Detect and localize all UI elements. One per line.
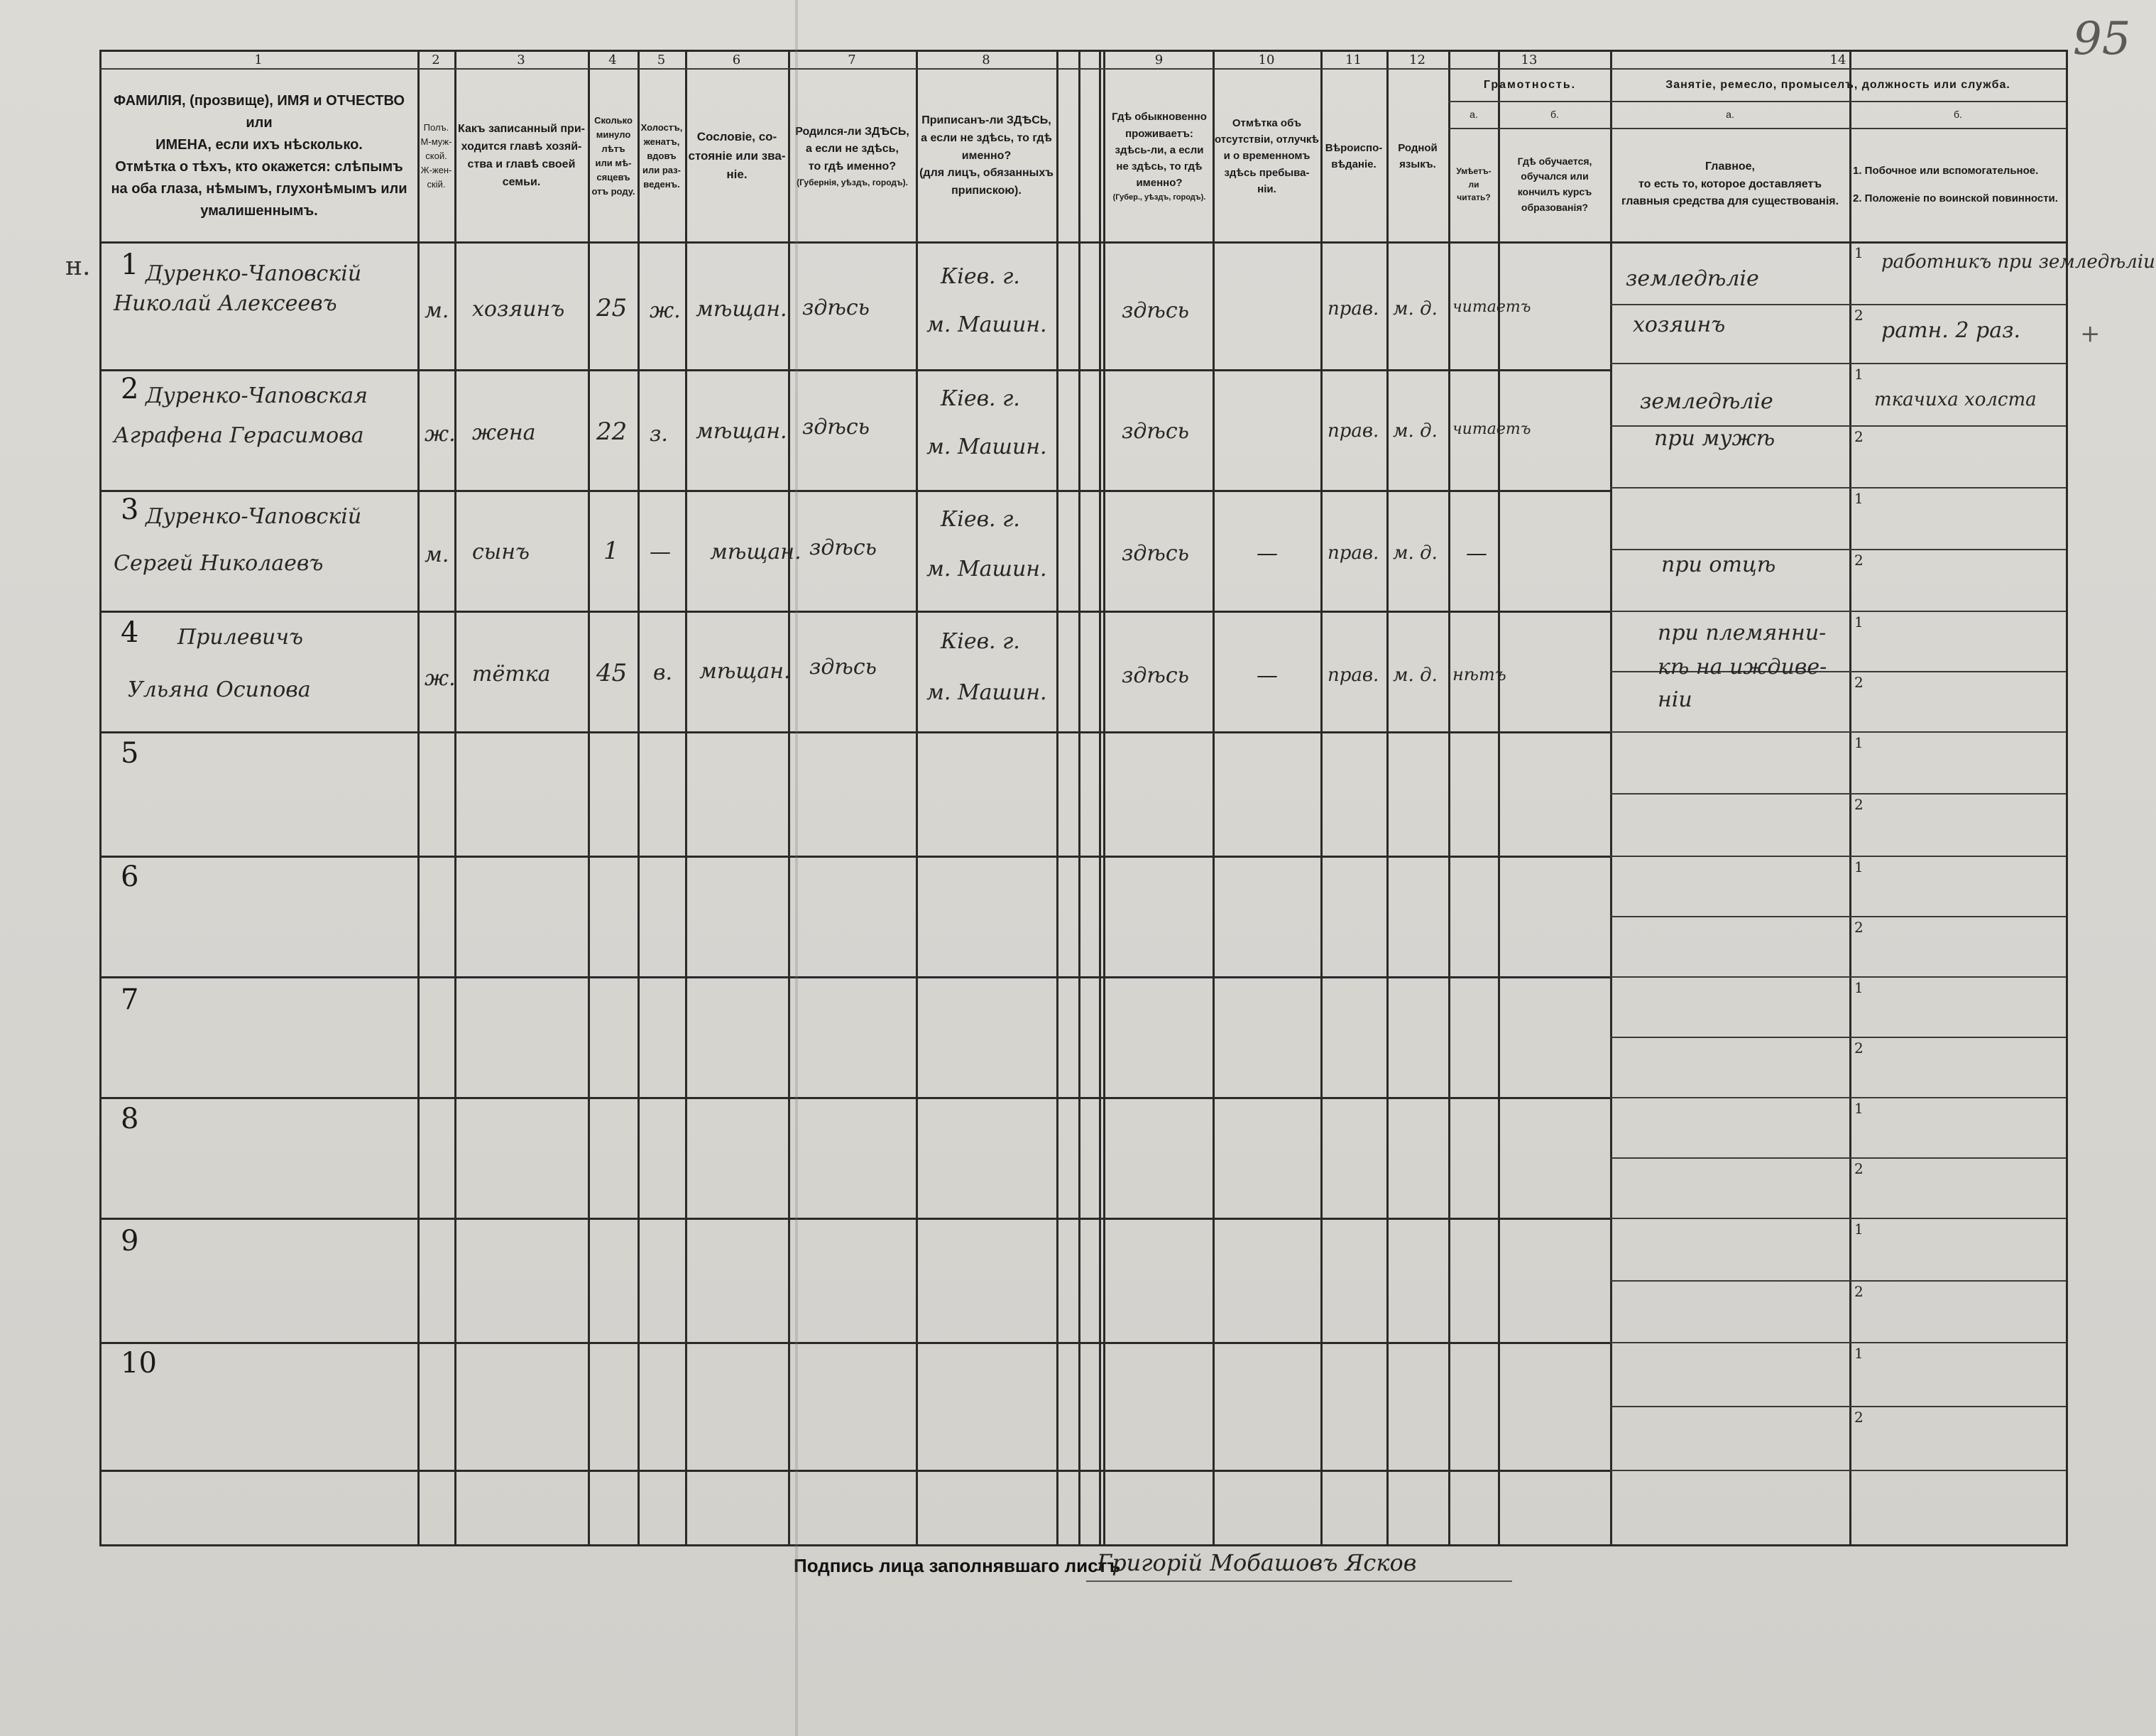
sub-label-2: 2 [1854,1039,1864,1057]
colnum-1: 1 [254,53,263,67]
row-1-age: 25 [596,294,628,322]
grid-sub-line [1610,1470,2066,1471]
row-1-military: ратн. 2 раз. [1881,318,2020,343]
header-col-13: Грамотность. [1483,78,1577,91]
grid-sub-line [1610,1037,2066,1038]
row-2-relation: жена [472,420,536,445]
grid-vline [1448,50,1450,1546]
grid-row-line [99,1470,1611,1472]
grid-row-line [99,856,1611,858]
row-1-marital: ж. [650,298,681,323]
header-col-14b: 1. Побочное или вспомогательное. 2. Положеніе по воинской повинности. [1853,165,2058,204]
row-1-language: м. д. [1393,298,1438,320]
sub-label-2: 2 [1854,796,1864,813]
grid-vline [1320,50,1323,1546]
row-3-religion: прав. [1328,542,1379,564]
header-col-13a-label: а. [1470,108,1478,120]
colnum-3: 3 [517,53,525,67]
colnum-11: 11 [1345,53,1362,67]
row-3-age: 1 [603,537,619,565]
row-3-estate: мѣщан. [710,540,801,564]
colnum-5: 5 [657,53,666,67]
grid-vline [685,50,687,1546]
row-1-registered-2: м. Машин. [926,312,1047,337]
colnum-12: 12 [1409,53,1426,67]
row-4-sex: ж. [425,666,456,691]
header-col-13a: Умѣетъ- ли читать? [1456,166,1492,203]
grid-sub-line [1610,1406,2066,1407]
grid-row-line [99,369,1611,371]
row-number: 7 [121,983,139,1016]
grid-header-bottom [99,241,2066,244]
grid-row-line [99,490,1611,492]
row-2-sex: ж. [425,422,456,447]
header-col-1: ФАМИЛІЯ, (прозвище), ИМЯ и ОТЧЕСТВО или ИМЕНА, если ихъ нѣсколько. Отмѣтка о тѣхъ, кто окажется: слѣпымъ на оба глаза, нѣмымъ, глухонѣмымъ или умалишеннымъ. [111,93,407,219]
row-number: 10 [121,1347,157,1380]
row-4-estate: мѣщан. [699,659,791,684]
grid-sub-line [1610,856,2066,857]
row-3-resides: здѣсь [1122,541,1189,566]
grid-sub-line [1610,1342,2066,1343]
sub-label-1: 1 [1854,1221,1864,1238]
grid-vline [2066,50,2068,1546]
grid-vline [1849,50,1851,1546]
row-1-religion: прав. [1328,298,1379,320]
row-4-relation: тётка [472,662,551,687]
header-col-14a-label: а. [1726,108,1734,120]
grid-sub-line [1610,1280,2066,1282]
row-4-literate: нѣтъ [1452,665,1506,684]
grid-row-line [99,731,1611,733]
row-2-occupation-main-2: при мужѣ [1654,426,1775,451]
header-col-11: Вѣроиспо- вѣданіе. [1325,141,1383,170]
grid-sub-line [1610,304,2066,305]
row-2-age: 22 [596,417,628,446]
colnum-10: 10 [1258,53,1275,67]
header-col-6: Сословіе, со- стояніе или зва- ніе. [688,130,786,182]
page-number: 95 [2073,13,2131,65]
grid-sub-line [1610,487,2066,488]
grid-subheader [1610,101,2066,102]
grid-vline-double [1099,50,1105,1546]
row-4-language: м. д. [1393,665,1438,686]
row-1-registered-1: Кiев. г. [941,264,1020,289]
grid-subheader [1448,128,1611,129]
plus-mark: + [2080,320,2101,348]
row-2-occupation-side: ткачиха холста [1874,389,2037,410]
sub-label-1: 1 [1854,244,1864,261]
row-number: 2 [121,373,139,405]
header-col-13b: Гдѣ обучается, обучался или кончилъ курсъ образованія? [1517,155,1592,213]
grid-vline [1056,50,1058,1546]
row-2-registered-1: Кiев. г. [941,386,1020,411]
row-1-resides: здѣсь [1122,298,1189,323]
header-col-2: Полъ. М-муж- ской. Ж-жен- скій. [420,121,452,190]
sub-label-1: 1 [1854,490,1864,507]
header-col-10: Отмѣтка объ отсутствіи, отлучкѣ и о временномъ здѣсь пребыва- ніи. [1215,116,1319,195]
row-4-religion: прав. [1328,665,1379,686]
row-2-literate: читаетъ [1452,420,1531,438]
row-2-estate: мѣщан. [696,419,787,444]
row-2-language: м. д. [1393,420,1438,442]
grid-row-line [99,1342,1611,1344]
row-1-name-line2: Николай Алексеевъ [114,291,337,316]
row-1-sex: м. [425,298,449,323]
row-4-occupation-main-3: ніи [1658,687,1692,712]
grid-colnum-row [99,68,2066,70]
row-4-age: 45 [596,659,628,687]
row-1-occupation-main-2: хозяинъ [1633,312,1726,337]
grid-sub-line [1610,976,2066,978]
grid-vline [1498,50,1500,1546]
row-4-occupation-main-2: кѣ на иждиве- [1658,655,1827,679]
sub-label-1: 1 [1854,734,1864,751]
sub-label-2: 2 [1854,1409,1864,1426]
header-col-14a: Главное, то есть то, которое доставляетъ главныя средства для существованія. [1621,160,1839,208]
row-4-name-line2: Ульяна Осипова [128,677,311,702]
signature-line [1086,1581,1512,1582]
row-4-resides: здѣсь [1122,663,1189,688]
row-3-name-line1: Дуренко-Чаповскій [146,504,362,529]
row-1-relation: хозяинъ [472,297,565,322]
grid-sub-line [1610,731,2066,733]
signature-label: Подпись лица заполнявшаго листъ [794,1555,1121,1576]
grid-vline [417,50,420,1546]
grid-sub-line [1610,549,2066,550]
row-number: 8 [121,1103,139,1135]
row-number: 1 [121,249,139,281]
grid-row-line [99,1097,1611,1099]
grid-sub-line [1610,611,2066,612]
row-number: 9 [121,1225,139,1257]
sub-label-2: 2 [1854,919,1864,936]
grid-sub-line [1610,363,2066,364]
sub-label-1: 1 [1854,366,1864,383]
sub-label-1: 1 [1854,1100,1864,1117]
row-3-name-line2: Сергей Николаевъ [114,551,324,576]
sub-label-2: 2 [1854,428,1864,445]
sub-label-2: 2 [1854,552,1864,569]
row-3-registered-1: Кiев. г. [941,507,1020,532]
grid-vline [588,50,590,1546]
colnum-8: 8 [982,53,990,67]
row-3-born: здѣсь [809,535,877,560]
row-3-registered-2: м. Машин. [926,557,1047,582]
row-2-resides: здѣсь [1122,419,1189,444]
header-col-5: Холостъ, женатъ, вдовъ или раз- веденъ. [640,121,683,190]
row-1-name-line1: Дуренко-Чаповскій [146,261,362,286]
grid-row-line [99,976,1611,978]
row-4-registered-2: м. Машин. [926,680,1047,705]
row-3-absence: — [1257,541,1278,566]
row-3-marital: — [650,540,671,564]
sub-label-2: 2 [1854,1160,1864,1177]
header-col-4: Сколько минуло лѣтъ или мѣ- сяцевъ отъ роду. [591,114,635,197]
grid-vline [454,50,456,1546]
row-3-literate: — [1466,541,1487,566]
row-1-literate: читаетъ [1452,298,1531,316]
row-2-occupation-main-1: земледѣліе [1640,389,1773,414]
grid-vline [1213,50,1215,1546]
colnum-9: 9 [1154,53,1164,67]
grid-vline [788,50,790,1546]
sub-label-1: 1 [1854,858,1864,875]
row-number: 3 [121,493,139,526]
colnum-2: 2 [432,53,440,67]
grid-vline [1386,50,1389,1546]
colnum-14: 14 [1829,53,1846,67]
grid-sub-line [1610,793,2066,795]
header-col-14b-label: б. [1954,108,1962,120]
row-3-relation: сынъ [472,540,530,564]
signature-value: Григорій Мобашовъ Ясков [1097,1549,1417,1576]
sub-label-2: 2 [1854,1283,1864,1300]
grid-vline [1078,50,1080,1546]
grid-vline [99,50,102,1546]
grid-top [99,50,2066,52]
sub-label-2: 2 [1854,307,1864,324]
row-2-born: здѣсь [802,415,870,440]
grid-sub-line [1610,1157,2066,1159]
row-2-name-line2: Аграфена Герасимова [114,423,364,448]
header-col-14: Занятіе, ремесло, промыселъ, должность или служба. [1665,78,2010,91]
row-2-name-line1: Дуренко-Чаповская [146,383,368,408]
grid-bottom [99,1544,2066,1546]
grid-subheader [1610,128,2066,129]
header-col-9: Гдѣ обыкновенно проживаетъ: здѣсь-ли, а если не здѣсь, то гдѣ именно? (Губер., уѣздъ, городъ). [1112,111,1207,202]
row-4-marital: в. [653,660,672,685]
row-number: 6 [121,861,139,893]
row-4-occupation-main-1: при племянни- [1658,621,1827,645]
colnum-6: 6 [732,53,741,67]
row-4-registered-1: Кiев. г. [941,629,1020,654]
grid-vline [1610,50,1612,1546]
row-4-born: здѣсь [809,655,877,679]
header-col-8: Приписанъ-ли ЗДѢСЬ, а если не здѣсь, то гдѣ именно? (для лицъ, обязанныхъ припискою). [919,114,1054,197]
margin-mark: н. [65,252,91,281]
row-3-occupation-main-1: при отцѣ [1661,552,1776,577]
sub-label-1: 1 [1854,1345,1864,1362]
grid-sub-line [1610,916,2066,917]
sub-label-2: 2 [1854,674,1864,691]
sub-label-1: 1 [1854,979,1864,996]
row-2-registered-2: м. Машин. [926,435,1047,459]
row-3-language: м. д. [1393,542,1438,564]
header-col-12: Родной языкъ. [1398,141,1438,170]
header-col-13b-label: б. [1550,108,1559,120]
grid-vline [916,50,918,1546]
grid-sub-line [1610,1218,2066,1219]
row-1-occupation-main-1: земледѣліе [1626,266,1759,291]
row-number: 5 [121,737,139,770]
colnum-7: 7 [848,53,856,67]
header-col-3: Какъ записанный при- ходится главѣ хозяй- ства и главѣ своей семьи. [458,123,585,188]
row-1-born: здѣсь [802,295,870,320]
grid-row-line [99,611,1611,613]
row-2-religion: прав. [1328,420,1379,442]
colnum-4: 4 [608,53,617,67]
row-number: 4 [121,616,139,649]
row-4-absence: — [1257,663,1278,688]
grid-sub-line [1610,1097,2066,1098]
row-1-estate: мѣщан. [696,297,787,322]
row-3-sex: м. [425,542,449,567]
row-2-marital: з. [650,422,668,447]
grid-subheader [1448,101,1611,102]
row-4-name-line1: Прилевичъ [177,625,303,650]
grid-vline [638,50,640,1546]
row-1-occupation-side: работникъ при земледѣліи [1881,251,2155,273]
sub-label-1: 1 [1854,613,1864,630]
colnum-13: 13 [1521,53,1538,67]
grid-row-line [99,1218,1611,1220]
header-col-7: Родился-ли ЗДѢСЬ, а если не здѣсь, то гдѣ именно? (Губернія, уѣздъ, городъ). [795,125,909,187]
